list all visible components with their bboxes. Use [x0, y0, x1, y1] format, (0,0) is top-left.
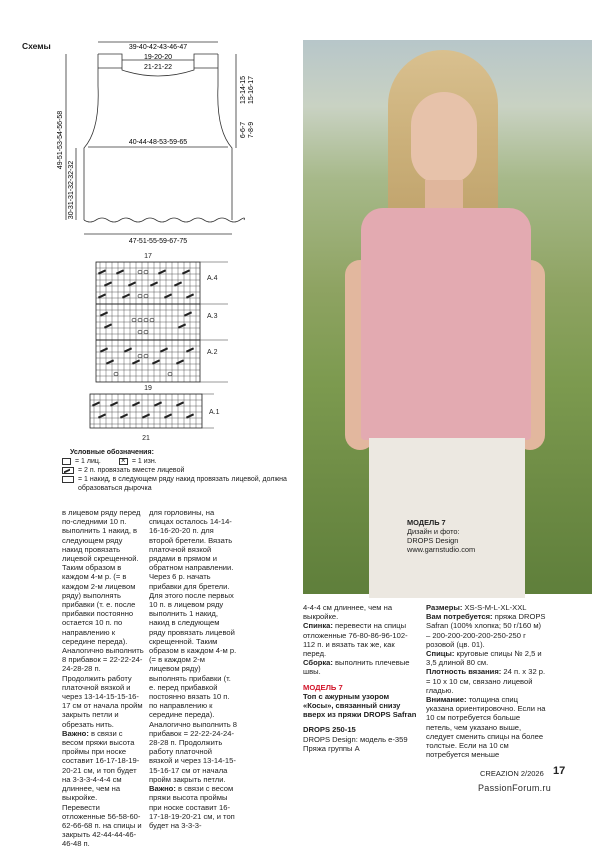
model-photo [303, 40, 592, 594]
k2tog-symbol-icon [62, 467, 74, 474]
dim-top-3: 21-21-22 [143, 64, 173, 71]
sizes: Размеры: XS-S-M-L-XL-XXL [426, 603, 527, 612]
legend [62, 448, 297, 493]
pattern-title: Топ с ажурным узором «Косы», связанный снизу вверх из пряжи DROPS Safran [303, 691, 417, 720]
col2-paragraph-1: для горловины, на спицах осталось 14-14-16-16-20-20 п. для второй бретели. Вязать платочной вязкой рядами в прямом и обратном направлении. Через 6 р. начать прибавки для бретели. Для этого после первых 10 п. в лицевом ряду выполнить 1 накид, накид в следующем ряду провязать лицевой скрещенной. Таким образом в каждом 4-м р. (= в каждом 2-м лицевом ряду) выполнять прибавки (т. е. перед прибавкой постоянно вязать 10 п. по направлению к середине переда). Аналогично выполнить 8 прибавок = 22-22-24-24-28-28 п. Продолжить работу платочной вязкой и через 13-14-15-15-16-17 см от начала пройм закрыть петли. [149, 508, 238, 784]
text-column-2 [149, 508, 237, 830]
chart-label-a3: A.3 [207, 313, 218, 320]
magazine-name: CREAZION 2/2026 [480, 769, 544, 778]
chart-label-a1: A.1 [209, 409, 220, 416]
dim-left-1: 49-51-53-54-56-58 [57, 110, 64, 170]
design-credit: DROPS Design: модель e-359 [303, 734, 408, 744]
schema-title: Схемы [22, 41, 51, 51]
dim-left-2: 30-31-31-32-32-32 [68, 160, 75, 220]
photo-model-label: МОДЕЛЬ 7 [407, 518, 446, 527]
legend-yarn-over: = 1 накид, в следующем ряду накид провязать лицевой, должна образоваться дырочка [78, 476, 287, 492]
legend-title: Условные обозначения: [70, 449, 154, 456]
col3-paragraph-2: Спинка: перевести на спицы отложенные 76-80-86-96-102-112 п. и вязать так же, как перед. [303, 621, 408, 659]
dim-right-3: 6-6-7 [240, 121, 247, 139]
garment-schema [18, 30, 278, 250]
dim-bottom: 47-51-55-59-67-75 [128, 238, 188, 245]
legend-row-1 [62, 457, 297, 466]
yarn-group: Пряжа группы А [303, 743, 360, 753]
knit-symbol-icon [62, 458, 71, 465]
legend-purl: = 1 изн. [131, 458, 157, 465]
dim-right-1: 13-14-15 [240, 75, 247, 105]
legend-knit: = 1 лиц. [75, 458, 101, 465]
dim-right-2: 15-16-17 [248, 75, 255, 105]
chart-label-a2: A.2 [207, 349, 218, 356]
needles: Спицы: круговые спицы № 2,5 и 3,5 длиной 80 см. [426, 649, 542, 668]
pattern-code: DROPS 250-15 [303, 725, 356, 735]
legend-row-2 [62, 466, 297, 475]
legend-k2tog: = 2 п. провязать вместе лицевой [78, 467, 185, 474]
chart-label-21: 21 [142, 435, 150, 442]
watermark-site: PassionForum.ru [478, 783, 552, 793]
col2-paragraph-2: Важно: в связи с весом пряжи высота проймы при носке составит 16-17-18-19-20-21 см, и топ будет на 3-3-3- [149, 784, 235, 830]
col3-paragraph-3: Сборка: выполнить плечевые швы. [303, 658, 410, 677]
col1-paragraph-3: Важно: в связи с весом пряжи высота проймы при носке составит 16-17-18-19-20-21 см, и топ будет на 3-3-3-4-4-4 см длиннее, чем на выкройке. [62, 728, 140, 803]
chart-label-17: 17 [144, 253, 152, 260]
purl-symbol-icon [119, 458, 128, 465]
text-column-3 [303, 603, 419, 753]
legend-row-3 [62, 475, 297, 493]
dim-top-1: 39-40-42-43-46-47 [128, 44, 188, 51]
knitting-chart [88, 244, 248, 444]
gauge: Плотность вязания: 24 п. х 32 р. = 10 х 10 см, связано лицевой гладью. [426, 667, 546, 695]
materials: Вам потребуется: пряжа DROPS Safran (100% хлопка; 50 г/160 м) – 200-200-200-200-250-250 г розовой (цв. 01). [426, 612, 546, 649]
chart-label-19: 19 [144, 385, 152, 392]
yarn-over-symbol-icon [62, 476, 74, 483]
page-number: 17 [553, 765, 566, 777]
note: Внимание: толщина спиц указана ориентировочно. Если на 10 см потребуется больше петель, чем указано выше, следует сменить спицы на более толстые. Если на 10 см потребуется меньше [426, 695, 546, 760]
text-column-1 [62, 508, 144, 849]
col1-paragraph-1: в лицевом ряду перед по-следними 10 п. выполнить 1 накид, в следующем ряду накид провязать лицевой скрещенной. Таким образом в каждом 4-м р. (= в каждом 2-м лицевом ряду) выполнять прибавки (т. е. после прибавки постоянно остается 10 п. по направлению к середине переда). Аналогично выполнить 8 прибавок = 22-22-24-24-28-28 п. [62, 508, 144, 674]
model-label: МОДЕЛЬ 7 [303, 682, 343, 692]
col1-paragraph-2: Продолжить работу платочной вязкой и через 13-14-15-15-16-17 см от начала пройм закрыть петли и обрезать нить. [62, 673, 143, 729]
knitted-top [361, 208, 531, 440]
col1-paragraph-4: Перевести отложенные 56-58-60-62-66-68 п. на спицы и закрыть 42-44-44-46-46-48 п. [62, 802, 142, 849]
photo-caption: МОДЕЛЬ 7 Дизайн и фото: DROPS Design www.garnstudio.com [407, 518, 476, 554]
dim-right-4: 7-8-9 [248, 121, 255, 139]
col3-paragraph-1: 4-4-4 см длиннее, чем на выкройке. [303, 603, 393, 622]
chart-label-a4: A.4 [207, 275, 218, 282]
dim-width: 40-44-48-53-59-65 [128, 139, 188, 146]
dim-top-2: 19-20-20 [143, 54, 173, 61]
text-column-4 [426, 603, 546, 759]
